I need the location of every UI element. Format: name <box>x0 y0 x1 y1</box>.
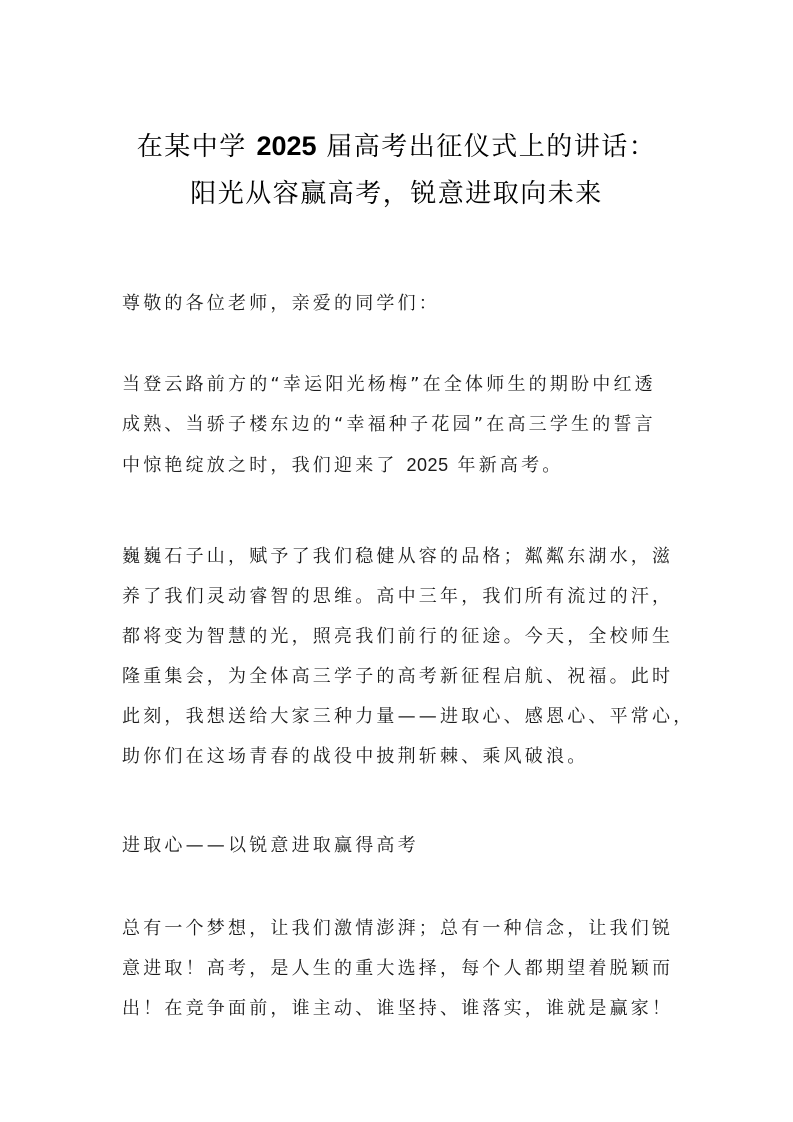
paragraph-line: 出！在竞争面前，谁主动、谁坚持、谁落实，谁就是赢家！ <box>122 998 674 1019</box>
paragraph-line <box>122 445 678 485</box>
line-prefix: 中惊艳绽放之时，我们迎来了 <box>122 455 407 476</box>
title-prefix: 在某中学 <box>136 132 257 162</box>
paragraph-line: 意进取！高考，是人生的重大选择，每个人都期望着脱颖而 <box>122 958 674 979</box>
paragraph-line: 隆重集会，为全体高三学子的高考新征程启航、祝福。此时 <box>122 666 674 687</box>
title-year: 2025 <box>256 131 317 161</box>
paragraph-line: 成熟、当骄子楼东边的“幸福种子花园”在高三学生的誓言 <box>122 414 656 435</box>
paragraph-line: 养了我们灵动睿智的思维。高中三年，我们所有流过的汗， <box>122 586 674 607</box>
document-title-line-1 <box>0 131 793 162</box>
section-heading-text: 进取心——以锐意进取赢得高考 <box>122 835 419 856</box>
year-number: 2025 <box>406 455 449 475</box>
document-title-line-2: 阳光从容赢高考，锐意进取向未来 <box>190 179 603 209</box>
paragraph-1 <box>122 365 678 485</box>
paragraph-line: 此刻，我想送给大家三种力量——进取心、感恩心、平常心， <box>122 706 695 727</box>
paragraph-line: 巍巍石子山，赋予了我们稳健从容的品格；粼粼东湖水，滋 <box>122 546 674 567</box>
line-suffix: 年新高考。 <box>448 455 564 476</box>
greeting-text: 尊敬的各位老师，亲爱的同学们： <box>122 293 440 314</box>
paragraph-line: 助你们在这场青春的战役中披荆斩棘、乘风破浪。 <box>122 746 589 767</box>
greeting <box>122 284 678 324</box>
paragraph-line: 都将变为智慧的光，照亮我们前行的征途。今天，全校师生 <box>122 626 674 647</box>
paragraph-2 <box>122 537 695 777</box>
title-suffix: 届高考出征仪式上的讲话： <box>316 132 657 162</box>
section-heading <box>122 826 678 866</box>
paragraph-line: 总有一个梦想，让我们激情澎湃；总有一种信念，让我们锐 <box>122 918 674 939</box>
section-paragraph <box>122 909 678 1029</box>
paragraph-line: 当登云路前方的“幸运阳光杨梅”在全体师生的期盼中红透 <box>122 374 656 395</box>
